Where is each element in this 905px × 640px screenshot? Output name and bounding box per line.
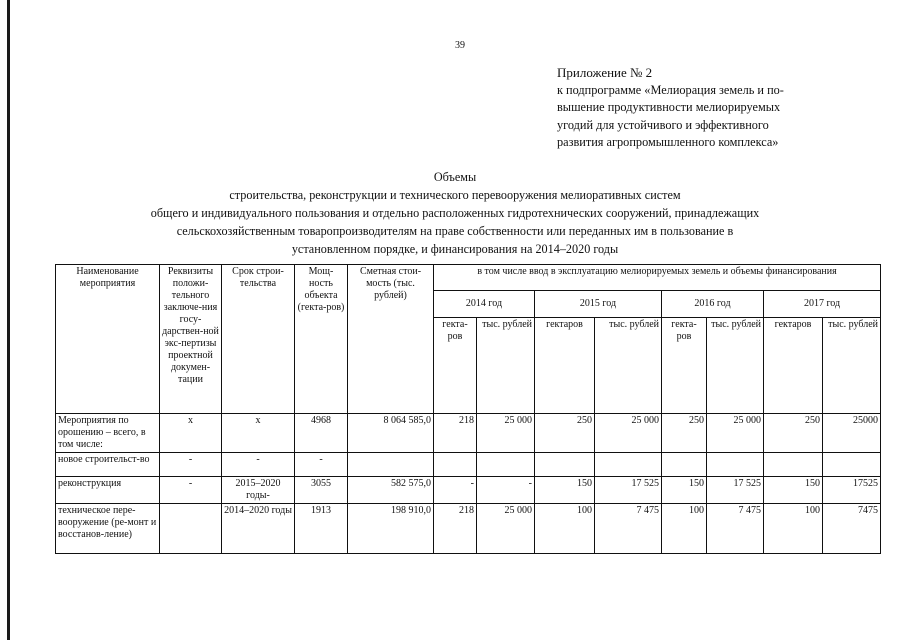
row-value: 17 525 — [707, 477, 764, 504]
row-value: 25 000 — [477, 414, 535, 453]
title-line: сельскохозяйственным товаропроизводителям на праве собственности или переданных им в пользование в — [176, 224, 734, 238]
row-value: 25 000 — [595, 414, 662, 453]
header-unit: тыс. рублей — [823, 318, 881, 414]
row-value: 150 — [764, 477, 823, 504]
header-unit: тыс. рублей — [595, 318, 662, 414]
row-name: новое строительст-во — [56, 453, 160, 477]
row-term: х — [222, 414, 295, 453]
row-value — [477, 453, 535, 477]
header-unit: гектаров — [764, 318, 823, 414]
row-value — [535, 453, 595, 477]
header-unit: тыс. рублей — [707, 318, 764, 414]
table-row — [56, 477, 881, 504]
row-capacity: - — [295, 453, 348, 477]
row-value: 100 — [764, 504, 823, 554]
row-value: 7 475 — [707, 504, 764, 554]
row-capacity: 4968 — [295, 414, 348, 453]
row-cost: 582 575,0 — [348, 477, 434, 504]
row-requisites: х — [160, 414, 222, 453]
header-name: Наименование мероприятия — [56, 265, 160, 414]
row-requisites — [160, 504, 222, 554]
row-value: 7475 — [823, 504, 881, 554]
title-line: установленном порядке, и финансирования на 2014–2020 годы — [291, 242, 619, 256]
row-value: 150 — [662, 477, 707, 504]
title-line: общего и индивидуального пользования и отдельно расположенных гидротехнических сооружений, принадлежащих — [150, 206, 760, 220]
row-term: 2015–2020 годы- — [222, 477, 295, 504]
row-value — [764, 453, 823, 477]
table-row — [56, 414, 881, 453]
financing-table — [55, 264, 881, 554]
row-value: 17525 — [823, 477, 881, 504]
row-value: 218 — [434, 414, 477, 453]
page-left-edge — [7, 0, 10, 640]
row-capacity: 1913 — [295, 504, 348, 554]
row-requisites: - — [160, 477, 222, 504]
header-unit: тыс. рублей — [477, 318, 535, 414]
row-cost: 8 064 585,0 — [348, 414, 434, 453]
header-group: в том числе ввод в эксплуатацию мелиорируемых земель и объемы финансирования — [434, 265, 881, 291]
row-value: 7 475 — [595, 504, 662, 554]
row-value: - — [434, 477, 477, 504]
row-name: техническое пере-вооружение (ре-монт и восстанов-ление) — [56, 504, 160, 554]
header-unit: гекта-ров — [662, 318, 707, 414]
header-unit: гекта-ров — [434, 318, 477, 414]
header-capacity: Мощ-ность объекта (гекта-ров) — [295, 265, 348, 414]
row-name: реконструкция — [56, 477, 160, 504]
appendix-line: к подпрограмме «Мелиорация земель и по- — [557, 82, 784, 97]
appendix-block — [557, 64, 857, 152]
row-value — [662, 453, 707, 477]
title-line: строительства, реконструкции и технического перевооружения мелиоративных систем — [229, 188, 681, 202]
header-term: Срок строи-тельства — [222, 265, 295, 414]
row-value: 17 525 — [595, 477, 662, 504]
row-cost: 198 910,0 — [348, 504, 434, 554]
header-year: 2015 год — [535, 291, 662, 318]
row-value: - — [477, 477, 535, 504]
row-value: 100 — [535, 504, 595, 554]
row-capacity: 3055 — [295, 477, 348, 504]
header-cost: Сметная стои-мость (тыс. рублей) — [348, 265, 434, 414]
row-value: 25 000 — [707, 414, 764, 453]
row-value: 250 — [662, 414, 707, 453]
document-title — [60, 168, 850, 258]
row-value — [707, 453, 764, 477]
header-year: 2016 год — [662, 291, 764, 318]
row-value: 25000 — [823, 414, 881, 453]
row-term: - — [222, 453, 295, 477]
row-value: 218 — [434, 504, 477, 554]
row-value — [595, 453, 662, 477]
row-value — [823, 453, 881, 477]
row-name: Мероприятия по орошению – всего, в том числе: — [56, 414, 160, 453]
header-unit: гектаров — [535, 318, 595, 414]
title-line: Объемы — [433, 170, 477, 184]
appendix-line: вышение продуктивности мелиорируемых — [557, 100, 781, 114]
table-row — [56, 504, 881, 554]
row-value: 250 — [764, 414, 823, 453]
row-cost — [348, 453, 434, 477]
appendix-line: развития агропромышленного комплекса» — [557, 135, 779, 149]
row-value — [434, 453, 477, 477]
header-row — [56, 265, 881, 291]
row-value: 150 — [535, 477, 595, 504]
row-value: 25 000 — [477, 504, 535, 554]
appendix-line: угодий для устойчивого и эффективного — [557, 117, 769, 132]
row-requisites: - — [160, 453, 222, 477]
row-value: 100 — [662, 504, 707, 554]
table-row — [56, 453, 881, 477]
appendix-line: Приложение № 2 — [557, 65, 653, 80]
row-term: 2014–2020 годы — [222, 504, 295, 554]
header-year: 2014 год — [434, 291, 535, 318]
header-requisites: Реквизиты положи-тельного заключе-ния госу-дарствен-ной экс-пертизы проектной докумен-тации — [160, 265, 222, 414]
page-number: 39 — [455, 40, 465, 51]
row-value: 250 — [535, 414, 595, 453]
header-year: 2017 год — [764, 291, 881, 318]
